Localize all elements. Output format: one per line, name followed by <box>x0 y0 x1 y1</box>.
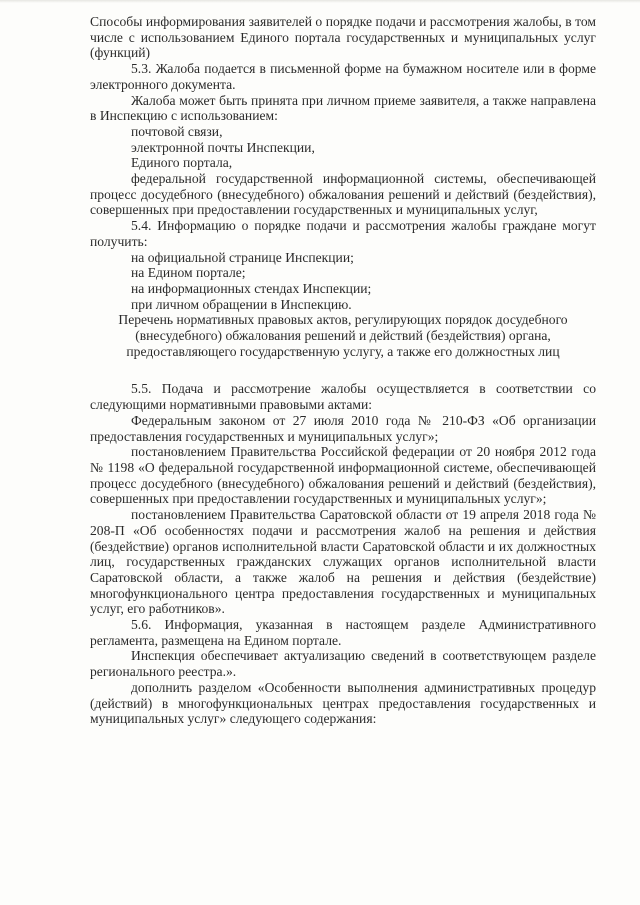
paragraph-federal-system: федеральной государственной информационной системы, обеспечивающей процесс досудебного (внесудебного) обжалования решений и действий (бездействия), совершенных при предоставлении государственных и муниципальных услуг, <box>90 171 596 218</box>
paragraph-5-6: 5.6. Информация, указанная в настоящем разделе Административного регламента, размещена на Едином портале. <box>90 617 596 648</box>
paragraph-5-5: 5.5. Подача и рассмотрение жалобы осуществляется в соответствии со следующими нормативными правовыми актами: <box>90 381 596 413</box>
scan-top-edge <box>0 0 640 3</box>
list-item-single-portal: на Едином портале; <box>131 265 246 281</box>
paragraph-registry: Инспекция обеспечивает актуализацию сведений в соответствующем разделе регионального реестра.». <box>90 648 596 680</box>
paragraph-personal-reception: Жалоба может быть принята при личном приеме заявителя, а также направлена в Инспекцию с использованием: <box>90 92 596 124</box>
list-item-postal: почтовой связи, <box>131 123 223 139</box>
paragraph-5-4: 5.4. Информацию о порядке подачи и рассмотрения жалобы граждане могут получить: <box>90 218 596 249</box>
paragraph-rf-resolution: постановлением Правительства Российской федерации от 20 ноября 2012 года № 1198 «О федеральной государственной информационной системе, обеспечивающей процесс досудебного (внесудебного) обжалования решений и действий (бездействия), совершенных при предоставлении государственных и муниципальных услуг»; <box>90 444 596 507</box>
list-item-official-page: на официальной странице Инспекции; <box>131 249 354 265</box>
paragraph-saratov-resolution: постановлением Правительства Саратовской области от 19 апреля 2018 года № 208-П «Об особенностях подачи и рассмотрения жалоб на решения и действия (бездействие) органов исполнительной власти Саратовской области и их должностных лиц, государственных гражданских служащих органов исполнительной власти Саратовской области, а также жалоб на решения и действия (бездействие) многофункционального центра предоставления государственных и муниципальных услуг, его работников». <box>90 507 596 617</box>
list-item-email: электронной почты Инспекции, <box>131 139 315 155</box>
paragraph-federal-law: Федеральным законом от 27 июля 2010 года № 210-ФЗ «Об организации предоставления государственных и муниципальных услуг»; <box>90 412 596 444</box>
list-item-info-stands: на информационных стендах Инспекции; <box>131 280 372 296</box>
list-item-portal: Единого портала, <box>131 155 233 171</box>
spacer <box>90 359 596 381</box>
list-item-personal-visit: при личном обращении в Инспекцию. <box>131 296 352 312</box>
section-heading: Перечень нормативных правовых актов, регулирующих порядок досудебного (внесудебного) обжалования решений и действий (бездействия) органа, предоставляющего государственную услугу, а также его должностных лиц <box>118 312 568 359</box>
paragraph-5-3: 5.3. Жалоба подается в письменной форме на бумажном носителе или в форме электронного документа. <box>90 61 596 92</box>
paragraph-supplement: дополнить разделом «Особенности выполнения административных процедур (действий) в многофункциональных центрах предоставления государственных и муниципальных услуг» следующего содержания: <box>90 679 596 727</box>
paragraph-1: Способы информирования заявителей о порядке подачи и рассмотрения жалобы, в том числе с использованием Единого портала государственных и муниципальных услуг (функций) <box>90 14 596 61</box>
